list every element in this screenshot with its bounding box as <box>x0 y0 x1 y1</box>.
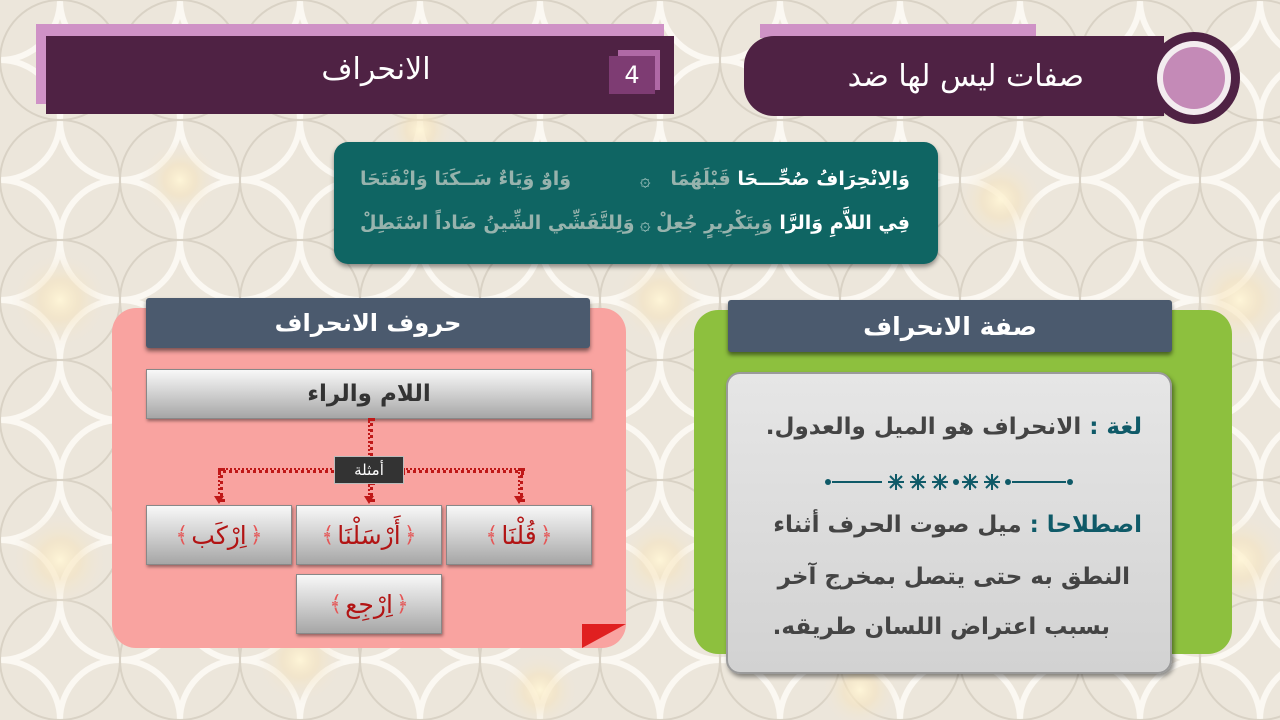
example-word: اِرْكَب <box>191 520 247 550</box>
poem-line1-right-rest: قَبْلَهُمَا <box>670 168 731 190</box>
example-item <box>446 505 592 565</box>
ornament-icon: ۞ <box>640 214 651 235</box>
letters-box: اللام والراء <box>146 369 592 419</box>
main-title-bar <box>744 36 1164 116</box>
bracket-open-icon: ﴿ <box>539 522 553 548</box>
letters-card-title: حروف الانحراف <box>146 298 590 348</box>
example-word: أَرْسَلْنَا <box>337 520 401 550</box>
title-circle-dot <box>1163 47 1225 109</box>
connector-line <box>402 468 524 473</box>
main-title: صفات ليس لها ضد <box>847 58 1084 94</box>
bracket-close-icon: ﴾ <box>329 591 343 617</box>
poem-line1-right <box>670 168 910 190</box>
bracket-open-icon: ﴿ <box>395 591 409 617</box>
connector-line <box>218 468 340 473</box>
poem-line1-left: وَاوٌ وَيَاءٌ سَــكَنَا وَانْفَتَحَا <box>360 168 572 190</box>
istilah-text-3: بسبب اعتراض اللسان طريقه. <box>772 614 1110 640</box>
ornament-icon: ۞ <box>640 170 651 191</box>
example-word: قُلْنَا <box>501 520 537 550</box>
example-item <box>296 574 442 634</box>
istilah-label: اصطلاحا : <box>1029 512 1142 538</box>
bracket-close-icon: ﴾ <box>321 522 335 548</box>
examples-label: أمثلة <box>334 456 404 484</box>
example-word: اِرْجِع <box>345 589 393 619</box>
example-item <box>296 505 442 565</box>
definition-box <box>726 372 1172 674</box>
section-number: 4 <box>609 56 655 94</box>
istilah-text-1: ميل صوت الحرف أثناء <box>773 512 1022 538</box>
istilah-text-2: النطق به حتى يتصل بمخرج آخر <box>777 564 1130 590</box>
istilah-line <box>773 512 1142 538</box>
card-fold <box>582 624 626 648</box>
example-item <box>146 505 292 565</box>
definition-card-title: صفة الانحراف <box>728 300 1172 352</box>
bracket-open-icon: ﴿ <box>249 522 263 548</box>
poem-line2-right-rest: وَبِتَكْرِيرٍ جُعِلْ <box>656 212 773 234</box>
arrow-down-icon <box>214 496 224 504</box>
poem-line2-right-highlight: فِي اللاَّمِ وَالرَّا <box>779 212 910 234</box>
bracket-open-icon: ﴿ <box>403 522 417 548</box>
arrow-down-icon <box>364 496 374 504</box>
lugha-text: الانحراف هو الميل والعدول. <box>765 414 1082 440</box>
poem-line2-left: وَلِلتَّفَشِّي الشِّينُ ضَاداً اسْتَطِلْ <box>360 212 635 234</box>
bracket-close-icon: ﴾ <box>485 522 499 548</box>
section-title-bar <box>46 36 674 114</box>
divider-ornament <box>824 472 1074 492</box>
poem-box <box>334 142 938 264</box>
lugha-line <box>766 414 1142 440</box>
arrow-down-icon <box>514 496 524 504</box>
lugha-label: لغة : <box>1089 414 1142 440</box>
section-title: الانحراف <box>321 52 431 87</box>
bracket-close-icon: ﴾ <box>175 522 189 548</box>
poem-line2-right <box>656 212 910 234</box>
poem-line1-right-highlight: وَالِانْحِرَافُ صُحِّـــحَا <box>737 168 910 190</box>
